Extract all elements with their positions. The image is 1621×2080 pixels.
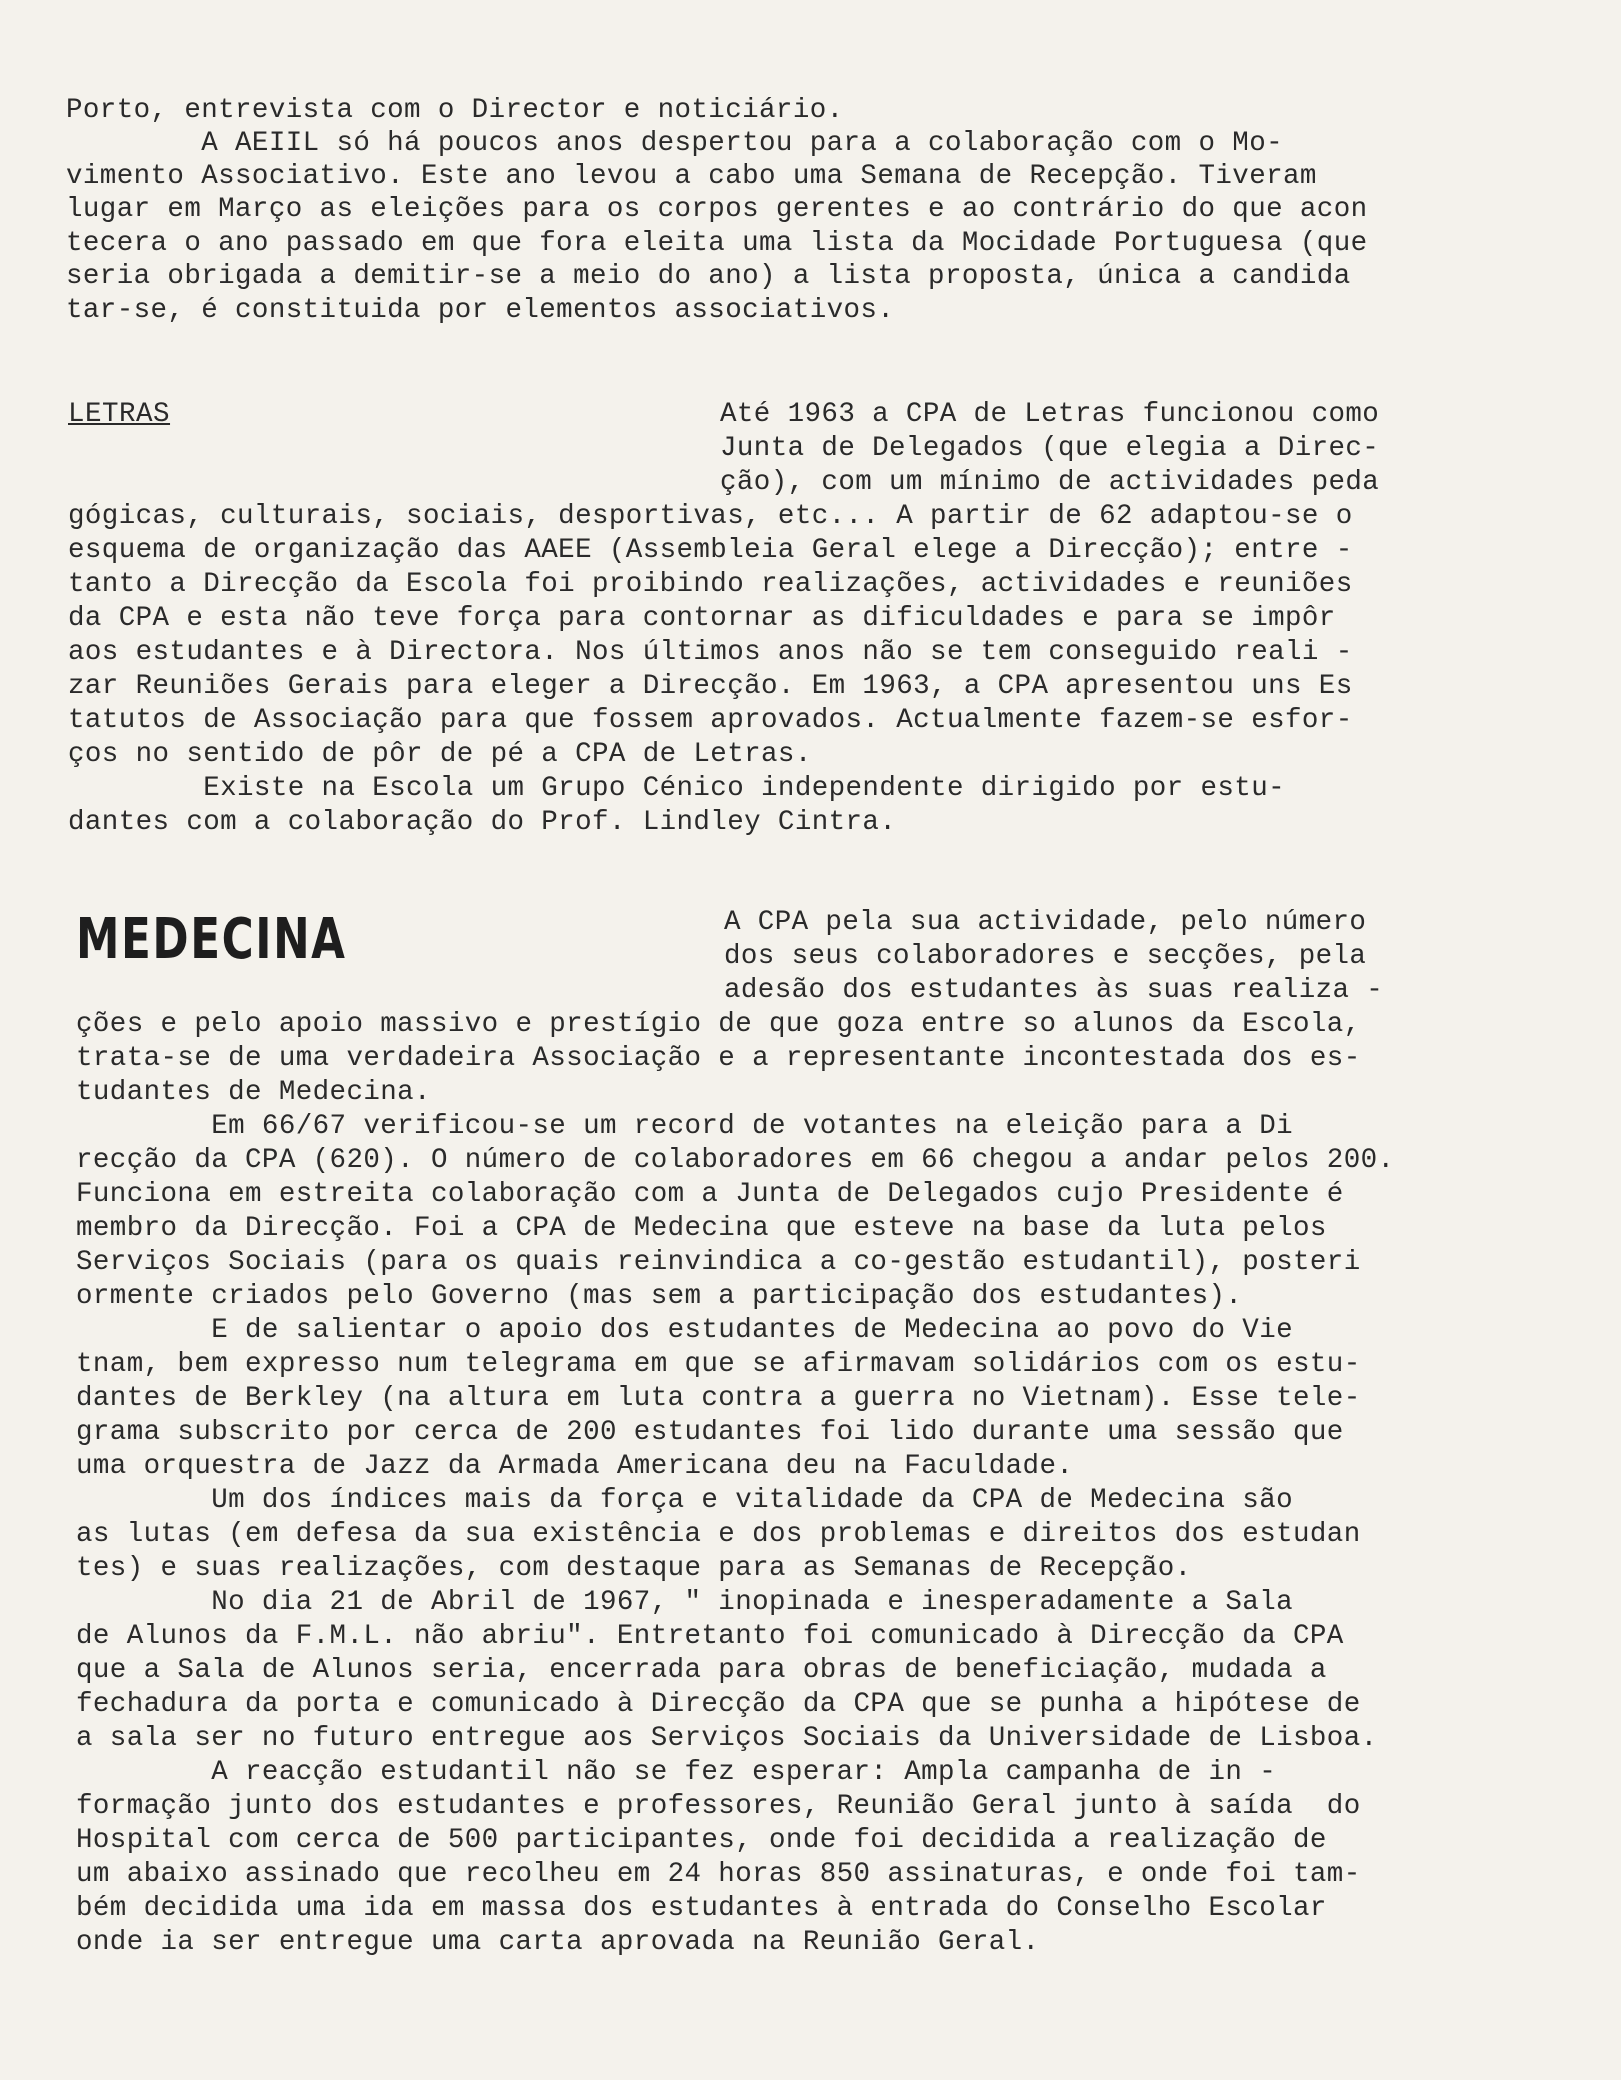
intro-line: A AEIIL só há poucos anos despertou para a colaboração com o Mo- bbox=[66, 128, 1283, 159]
medecina-line: A reacção estudantil não se fez esperar: Ampla campanha de in - bbox=[76, 1757, 1277, 1788]
letras-line: aos estudantes e à Directora. Nos últimos anos não se tem conseguido reali - bbox=[68, 637, 1353, 668]
letras-line: tanto a Direcção da Escola foi proibindo realizações, actividades e reuniões bbox=[68, 569, 1353, 600]
letras-line: esquema de organização das AAEE (Assembleia Geral elege a Direcção); entre - bbox=[68, 535, 1353, 566]
letras-line: dantes com a colaboração do Prof. Lindley Cintra. bbox=[68, 807, 897, 838]
letras-line: gógicas, culturais, sociais, desportivas, etc... A partir de 62 adaptou-se o bbox=[68, 501, 1353, 532]
medecina-line: adesão dos estudantes às suas realiza - bbox=[724, 975, 1384, 1006]
medecina-line: tnam, bem expresso num telegrama em que se afirmavam solidários com os estu- bbox=[76, 1349, 1361, 1380]
medecina-line: E de salientar o apoio dos estudantes de Medecina ao povo do Vie bbox=[76, 1315, 1293, 1346]
medecina-line: onde ia ser entregue uma carta aprovada na Reunião Geral. bbox=[76, 1927, 1040, 1958]
medecina-line: dantes de Berkley (na altura em luta contra a guerra no Vietnam). Esse tele- bbox=[76, 1383, 1361, 1414]
medecina-line: a sala ser no futuro entregue aos Serviços Sociais da Universidade de Lisboa. bbox=[76, 1723, 1378, 1754]
intro-line: seria obrigada a demitir-se a meio do ano) a lista proposta, única a candida bbox=[66, 261, 1351, 292]
letras-line: Existe na Escola um Grupo Cénico independente dirigido por estu- bbox=[68, 773, 1285, 804]
medecina-line: trata-se de uma verdadeira Associação e a representante incontestada dos es- bbox=[76, 1043, 1361, 1074]
intro-line: tar-se, é constituida por elementos associativos. bbox=[66, 295, 895, 326]
intro-line: tecera o ano passado em que fora eleita uma lista da Mocidade Portuguesa (que bbox=[66, 228, 1368, 259]
intro-line: vimento Associativo. Este ano levou a cabo uma Semana de Recepção. Tiveram bbox=[66, 161, 1317, 192]
medecina-line: tes) e suas realizações, com destaque para as Semanas de Recepção. bbox=[76, 1553, 1192, 1584]
letras-line: Junta de Delegados (que elegia a Direc- bbox=[720, 433, 1380, 464]
intro-line: Porto, entrevista com o Director e noticiário. bbox=[66, 95, 844, 126]
medecina-line: grama subscrito por cerca de 200 estudantes foi lido durante uma sessão que bbox=[76, 1417, 1344, 1448]
medecina-line: fechadura da porta e comunicado à Direcção da CPA que se punha a hipótese de bbox=[76, 1689, 1361, 1720]
medecina-line: que a Sala de Alunos seria, encerrada para obras de beneficiação, mudada a bbox=[76, 1655, 1327, 1686]
medecina-line: formação junto dos estudantes e professores, Reunião Geral junto à saída do bbox=[76, 1791, 1361, 1822]
medecina-line: as lutas (em defesa da sua existência e dos problemas e direitos dos estudan bbox=[76, 1519, 1361, 1550]
medecina-line: ções e pelo apoio massivo e prestígio de que goza entre so alunos da Escola, bbox=[76, 1009, 1361, 1040]
letras-line: Até 1963 a CPA de Letras funcionou como bbox=[720, 399, 1380, 430]
medecina-line: recção da CPA (620). O número de colaboradores em 66 chegou a andar pelos 200. bbox=[76, 1145, 1395, 1176]
section-heading-medecina: MEDECINA bbox=[76, 907, 347, 972]
medecina-line: membro da Direcção. Foi a CPA de Medecina que esteve na base da luta pelos bbox=[76, 1213, 1327, 1244]
medecina-line: A CPA pela sua actividade, pelo número bbox=[724, 907, 1367, 938]
medecina-line: um abaixo assinado que recolheu em 24 horas 850 assinaturas, e onde foi tam- bbox=[76, 1859, 1361, 1890]
medecina-line: tudantes de Medecina. bbox=[76, 1077, 431, 1108]
medecina-line: Um dos índices mais da força e vitalidade da CPA de Medecina são bbox=[76, 1485, 1293, 1516]
medecina-line: Em 66/67 verificou-se um record de votantes na eleição para a Di bbox=[76, 1111, 1293, 1142]
medecina-line: Funciona em estreita colaboração com a Junta de Delegados cujo Presidente é bbox=[76, 1179, 1344, 1210]
letras-line: ços no sentido de pôr de pé a CPA de Letras. bbox=[68, 739, 812, 770]
medecina-line: Hospital com cerca de 500 participantes, onde foi decidida a realização de bbox=[76, 1825, 1327, 1856]
letras-line: ção), com um mínimo de actividades peda bbox=[720, 467, 1380, 498]
section-heading-letras: LETRAS bbox=[68, 399, 171, 430]
letras-line: zar Reuniões Gerais para eleger a Direcção. Em 1963, a CPA apresentou uns Es bbox=[68, 671, 1353, 702]
letras-line: tatutos de Associação para que fossem aprovados. Actualmente fazem-se esfor- bbox=[68, 705, 1353, 736]
intro-line: lugar em Março as eleições para os corpos gerentes e ao contrário do que acon bbox=[66, 194, 1368, 225]
medecina-line: de Alunos da F.M.L. não abriu". Entretanto foi comunicado à Direcção da CPA bbox=[76, 1621, 1344, 1652]
medecina-line: Serviços Sociais (para os quais reinvindica a co-gestão estudantil), posteri bbox=[76, 1247, 1361, 1278]
medecina-line: No dia 21 de Abril de 1967, " inopinada e inesperadamente a Sala bbox=[76, 1587, 1293, 1618]
medecina-line: ormente criados pelo Governo (mas sem a participação dos estudantes). bbox=[76, 1281, 1243, 1312]
medecina-line: uma orquestra de Jazz da Armada Americana deu na Faculdade. bbox=[76, 1451, 1074, 1482]
medecina-line: dos seus colaboradores e secções, pela bbox=[724, 941, 1367, 972]
letras-line: da CPA e esta não teve força para contornar as dificuldades e para se impôr bbox=[68, 603, 1336, 634]
medecina-line: bém decidida uma ida em massa dos estudantes à entrada do Conselho Escolar bbox=[76, 1893, 1327, 1924]
